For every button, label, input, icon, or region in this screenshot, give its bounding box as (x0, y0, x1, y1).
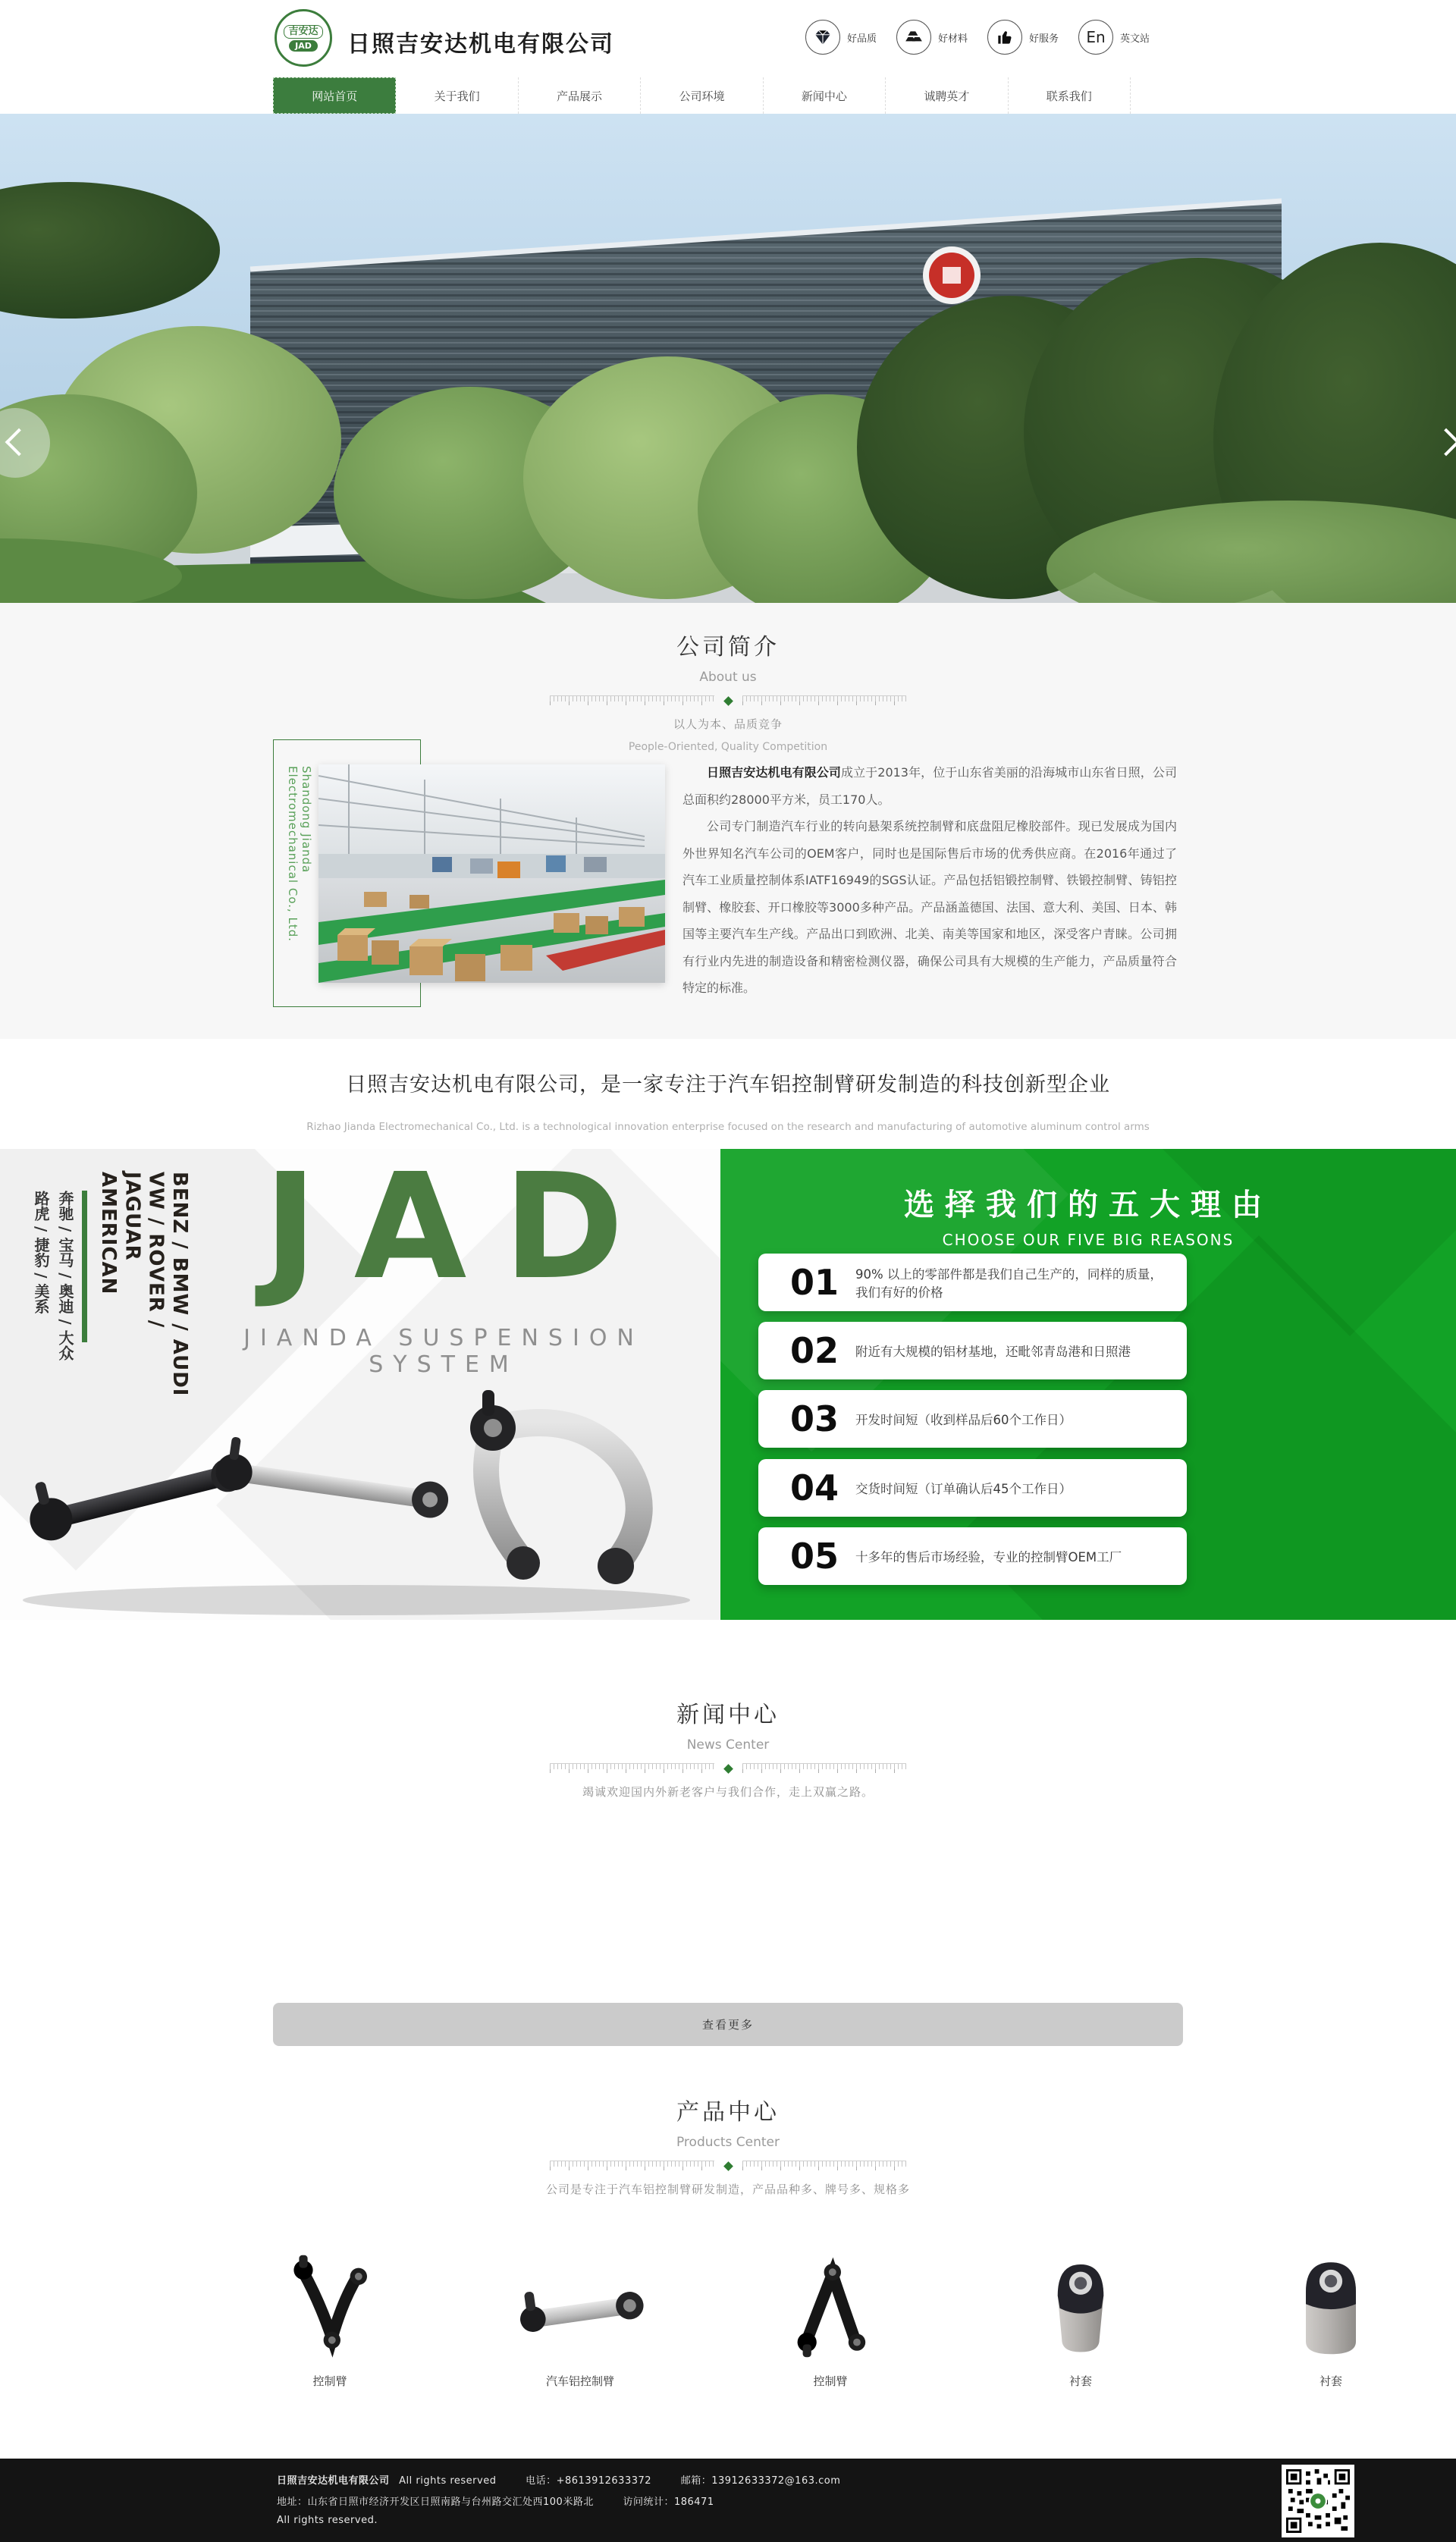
about-paragraph-1-text: 成立于2013年，位于山东省美丽的沿海城市山东省日照，公司总面积约28000平方米，员工170人。 (682, 765, 1177, 807)
reason-number: 02 (790, 1330, 839, 1371)
product-photo-aluminum-arm (497, 2251, 664, 2361)
nav-item-news[interactable]: 新闻中心 (764, 77, 886, 114)
brands-en-line2: VW / ROVER / JAGUAR (121, 1172, 168, 1329)
ruler-divider (550, 2161, 906, 2171)
diamond-icon (723, 696, 733, 706)
jad-subtitle: JIANDA SUSPENSION SYSTEM (243, 1325, 644, 1378)
news-subtitle: News Center (686, 1737, 770, 1753)
products-section (0, 2055, 1456, 2459)
footer-line-1 (277, 2472, 840, 2487)
feature-label: 好品质 (847, 33, 877, 45)
product-photo-bushing (997, 2251, 1164, 2361)
logo-text-abbr: JAD (289, 40, 318, 52)
tagline-en: Rizhao Jianda Electromechanical Co., Ltd. is a technological innovation enterprise focused on the research and manufacturing of automotive aluminum control arms (306, 1121, 1150, 1133)
about-paragraphs (682, 759, 1177, 1002)
product-photo-control-arm (246, 2251, 413, 2361)
about-paragraph-2: 公司专门制造汽车行业的转向悬架系统控制臂和底盘阻尼橡胶部件。现已发展成为国内外世界知名汽车公司的OEM客户，同时也是国际售后市场的优秀供应商。在2016年通过了汽车工业质量控制体系IATF16949的SGS认证。产品包括铝锻控制臂、铁锻控制臂、铸铝控制臂、橡胶套、开口橡胶等3000多种产品。产品涵盖德国、法国、意大利、美国、日本、韩国等主要汽车生产线。产品出口到欧洲、北美、南美等国家和地区，深受客户青睐。公司拥有行业内先进的制造设备和精密检测仪器，确保公司具有大规模的生产能力，产品质量符合特定的标准。 (682, 819, 1177, 996)
control-arm-parts-photo (0, 1376, 720, 1620)
news-desc: 竭诚欢迎国内外新老客户与我们合作，走上双赢之路。 (582, 1785, 874, 1799)
nav-items (273, 77, 1131, 114)
about-section (0, 603, 1456, 1039)
company-name-bold: 日照吉安达机电有限公司 (707, 765, 841, 780)
product-card-1[interactable] (246, 2251, 413, 2389)
header-features (805, 20, 1150, 55)
hero-carousel (0, 114, 1456, 603)
view-more-button[interactable]: 查看更多 (273, 2003, 1183, 2046)
reason-text: 交货时间短（订单确认后45个工作日） (855, 1482, 1072, 1496)
reason-number: 05 (790, 1536, 839, 1577)
reasons-title: 选择我们的五大理由 (904, 1188, 1272, 1222)
reason-text: 十多年的售后市场经验，专业的控制臂OEM工厂 (855, 1550, 1122, 1564)
nav-item-about[interactable]: 关于我们 (396, 77, 518, 114)
nav-item-careers[interactable]: 诚聘英才 (886, 77, 1008, 114)
ruler-ticks-left (550, 695, 714, 706)
reason-number: 01 (790, 1262, 839, 1303)
reason-text: 90% 以上的零部件都是我们自己生产的，同样的质量，我们有好的价格 (855, 1267, 1163, 1300)
news-title: 新闻中心 (676, 1702, 780, 1728)
nav-item-contact[interactable]: 联系我们 (1009, 77, 1131, 114)
photo-caption-vertical: Shandong Jianda Electromechanical Co., Ltd. (286, 766, 313, 943)
reason-card-1 (758, 1254, 1187, 1311)
footer-line-3: All rights reserved. (277, 2515, 378, 2526)
language-switch[interactable] (1078, 20, 1150, 55)
footer-visits: 访问统计：186471 (623, 2496, 714, 2508)
reason-card-5 (758, 1527, 1187, 1585)
factory-photo (318, 764, 665, 983)
footer-phone: 电话：+8613912633372 (526, 2475, 652, 2487)
reason-card-4 (758, 1459, 1187, 1517)
product-card-3[interactable] (747, 2251, 914, 2389)
product-photo-bushing (1247, 2251, 1414, 2361)
ruler-ticks-left (550, 1763, 714, 1774)
brands-en-line1: BENZ / BMW / AUDI (168, 1172, 191, 1397)
reason-text: 开发时间短（收到样品后60个工作日） (855, 1413, 1072, 1427)
green-bar (82, 1191, 87, 1342)
feature-service (987, 20, 1059, 55)
feature-label: 好材料 (938, 33, 968, 45)
tagline-cn: 日照吉安达机电有限公司，是一家专注于汽车铝控制臂研发制造的科技创新型企业 (346, 1073, 1110, 1097)
feature-quality (805, 20, 877, 55)
product-name: 衬套 (1068, 2374, 1092, 2388)
hero-photo (0, 114, 1456, 603)
about-subtitle: About us (699, 670, 757, 685)
product-name: 汽车铝控制臂 (545, 2374, 614, 2388)
feature-label: 好服务 (1029, 33, 1059, 45)
about-paragraph-1 (682, 759, 1177, 813)
reason-number: 04 (790, 1467, 839, 1508)
footer-address: 地址：山东省日照市经济开发区日照南路与台州路交汇处西100米路北 (277, 2496, 594, 2508)
ruler-divider (550, 695, 906, 706)
ingot-icon (896, 20, 931, 55)
reasons-panel (720, 1149, 1456, 1620)
thumb-up-icon (987, 20, 1022, 55)
reasons-section (0, 1149, 1456, 1620)
product-name: 控制臂 (312, 2374, 347, 2388)
nav-item-environment[interactable]: 公司环境 (641, 77, 763, 114)
reason-card-2 (758, 1322, 1187, 1379)
about-slogan-cn: 以人为本、品质竞争 (673, 717, 783, 731)
site-header (0, 0, 1456, 77)
gem-icon (805, 20, 840, 55)
footer-rights: All rights reserved (399, 2475, 497, 2487)
jad-logotype: JAD (263, 1149, 661, 1312)
products-title: 产品中心 (676, 2099, 780, 2126)
footer (0, 2459, 1456, 2542)
footer-company: 日照吉安达机电有限公司 (277, 2475, 390, 2487)
about-slogan-en: People-Oriented, Quality Competition (628, 741, 828, 753)
company-logo[interactable] (275, 9, 332, 67)
ruler-ticks-left (550, 2161, 714, 2171)
english-site-icon[interactable]: En (1078, 20, 1113, 55)
news-section (0, 1620, 1456, 2055)
feature-material (896, 20, 968, 55)
product-card-2[interactable] (497, 2251, 664, 2389)
about-title: 公司简介 (676, 634, 780, 661)
company-name: 日照吉安达机电有限公司 (347, 31, 614, 58)
chevron-right-icon (1432, 428, 1456, 457)
nav-item-products[interactable]: 产品展示 (519, 77, 641, 114)
footer-line-2 (277, 2493, 714, 2508)
products-subtitle: Products Center (676, 2135, 780, 2150)
reasons-subtitle: CHOOSE OUR FIVE BIG REASONS (942, 1231, 1235, 1249)
product-card-4[interactable] (997, 2251, 1164, 2389)
logo-text-cn: 吉安达 (284, 25, 322, 39)
brands-en-line3: AMERICAN (97, 1172, 121, 1295)
language-label[interactable]: 英文站 (1120, 33, 1150, 45)
main-nav (0, 77, 1456, 114)
product-name: 控制臂 (813, 2374, 848, 2388)
product-name: 衬套 (1319, 2374, 1342, 2388)
ruler-divider (550, 1763, 906, 1774)
ruler-ticks-right (742, 2161, 907, 2171)
reason-number: 03 (790, 1398, 839, 1439)
diamond-icon (723, 1764, 733, 1774)
footer-email: 邮箱：13912633372@163.com (680, 2475, 841, 2487)
diamond-icon (723, 2161, 733, 2171)
qr-code (1282, 2465, 1354, 2537)
tagline-section (0, 1039, 1456, 1149)
ruler-ticks-right (742, 695, 907, 706)
chevron-left-icon (5, 428, 33, 457)
reason-card-3 (758, 1390, 1187, 1448)
brands-cn-line2: 路虎 / 捷豹 / 美系 (32, 1191, 50, 1314)
reason-text: 附近有大规模的铝材基地，还毗邻青岛港和日照港 (855, 1345, 1131, 1359)
product-card-5[interactable] (1247, 2251, 1414, 2389)
ruler-ticks-right (742, 1763, 907, 1774)
brands-cn-line1: 奔驰 / 宝马 / 奥迪 / 大众 (56, 1191, 74, 1360)
product-photo-control-arm (747, 2251, 914, 2361)
nav-item-home[interactable]: 网站首页 (273, 77, 396, 114)
products-desc: 公司是专注于汽车铝控制臂研发制造，产品品种多、牌号多、规格多 (545, 2183, 910, 2196)
